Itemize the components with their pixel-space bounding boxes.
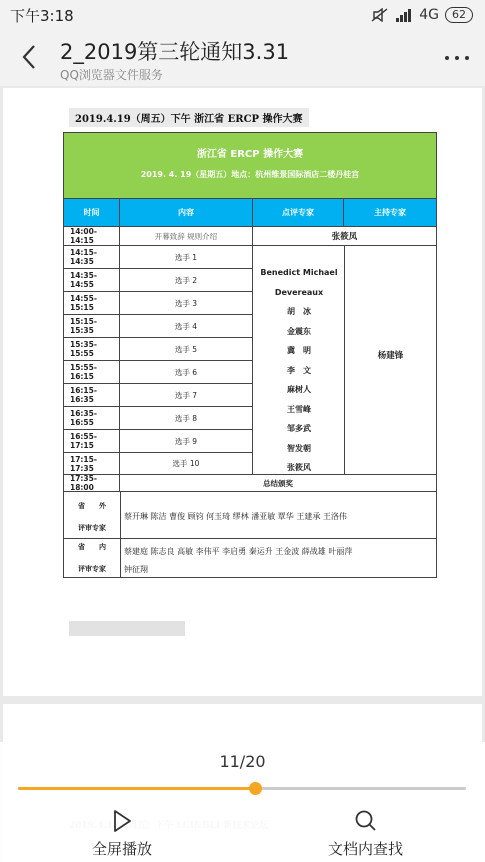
- signal-icon: [395, 8, 413, 22]
- find-label: 文档内查找: [328, 840, 404, 858]
- expert-label-line: 省 外: [78, 502, 106, 510]
- content-cell: 选手 10: [120, 453, 253, 475]
- closing-cell: 总结颁奖: [120, 475, 436, 492]
- document-page: [3, 88, 482, 696]
- time-cell: 15:35-15:55: [64, 338, 120, 361]
- expert-names-line: 蔡建庭 陈志良 高敏 李伟平 李启勇 秦运升 王金波 薛战雄 叶丽萍: [124, 547, 353, 556]
- page-heading: 2019.4.19（周五）下午 浙江省 ERCP 操作大赛: [69, 108, 309, 127]
- time-cell: 17:35-18:00: [64, 475, 120, 492]
- judge-name: 王雪峰: [287, 404, 311, 414]
- fullscreen-label: 全屏播放: [92, 840, 153, 858]
- table-subtitle: 2019. 4. 19（星期五）地点：杭州维景国际酒店二楼丹桂宫: [140, 170, 360, 179]
- time-cell: 14:55-15:15: [64, 292, 120, 315]
- judge-name: 李 文: [287, 365, 311, 375]
- play-icon: [109, 808, 135, 834]
- fullscreen-button[interactable]: [92, 808, 152, 859]
- inner-experts-names: [124, 543, 434, 579]
- page-slider[interactable]: [18, 787, 466, 790]
- status-icons: [371, 7, 473, 23]
- schedule-table: [63, 132, 437, 578]
- content-cell: 选手 6: [120, 361, 253, 384]
- outer-experts-names: 蔡开琳 陈洁 曹俊 顾钧 何玉琦 缪林 潘亚敏 覃华 王建承 王洛伟: [124, 512, 347, 521]
- time-cell: 16:15-16:35: [64, 384, 120, 407]
- back-arrow-icon: [21, 44, 37, 70]
- mute-icon: [371, 8, 389, 22]
- judge-name: 邹多武: [287, 424, 311, 433]
- content-cell: 选手 9: [120, 430, 253, 453]
- content-cell: 选手 3: [120, 292, 253, 315]
- time-cell: 14:35-14:55: [64, 269, 120, 292]
- network-label: 4G: [419, 7, 439, 23]
- time-cell: 16:35-16:55: [64, 407, 120, 430]
- more-button[interactable]: [445, 48, 469, 68]
- judge-name: 冀 明: [287, 346, 311, 355]
- page-subtitle: QQ浏览器文件服务: [60, 68, 163, 82]
- expert-label-line: 评审专家: [78, 565, 106, 573]
- column-header: 时间: [64, 199, 120, 227]
- judges-list: [254, 263, 344, 478]
- time-cell: 15:15-15:35: [64, 315, 120, 338]
- nav-bar: [0, 30, 485, 86]
- redacted-bar: [69, 621, 185, 636]
- content-cell: 选手 1: [120, 246, 253, 269]
- judge-name: Benedict Michael: [260, 268, 338, 277]
- status-time: 下午3:18: [10, 6, 74, 25]
- table-title: 浙江省 ERCP 操作大赛: [196, 149, 304, 160]
- more-dot-icon: [465, 56, 469, 60]
- column-header: 内容: [120, 199, 253, 227]
- judge-name: Devereaux: [274, 287, 324, 297]
- page-slider-thumb[interactable]: [249, 782, 262, 795]
- expert-names-line: 钟征翔: [124, 565, 148, 574]
- outer-experts-label: [64, 495, 120, 539]
- judge-name: 智发朝: [287, 443, 311, 453]
- opening-host-cell: 张筱凤: [253, 227, 436, 246]
- column-header: 主持专家: [344, 199, 436, 227]
- status-bar: [0, 0, 485, 30]
- content-cell: 选手 4: [120, 315, 253, 338]
- content-cell: 选手 2: [120, 269, 253, 292]
- judge-name: 麻树人: [287, 385, 311, 394]
- more-dot-icon: [445, 56, 449, 60]
- search-icon: [353, 808, 379, 834]
- judge-name: 金震东: [287, 326, 311, 336]
- battery-icon: 62: [445, 7, 473, 23]
- time-cell: 14:15-14:35: [64, 246, 120, 269]
- time-cell: 15:55-16:15: [64, 361, 120, 384]
- content-cell: 选手 7: [120, 384, 253, 407]
- expert-label-line: 省 内: [78, 543, 106, 551]
- expert-label-line: 评审专家: [78, 524, 106, 532]
- find-in-document-button[interactable]: [328, 808, 403, 859]
- inner-experts-label: [64, 536, 120, 580]
- content-cell: 选手 8: [120, 407, 253, 430]
- content-cell: 选手 5: [120, 338, 253, 361]
- time-cell: 16:55-17:15: [64, 430, 120, 453]
- back-button[interactable]: [14, 42, 44, 72]
- page-slider-fill: [18, 787, 255, 790]
- time-cell: 14:00-14:15: [64, 227, 120, 246]
- more-dot-icon: [455, 56, 459, 60]
- judge-name: 胡 冰: [287, 307, 311, 316]
- column-divider: [120, 492, 121, 578]
- content-cell: 开幕致辞 规则介绍: [120, 227, 253, 246]
- host-name: 杨建锋: [377, 351, 404, 361]
- column-header: 点评专家: [253, 199, 344, 227]
- time-cell: 17:15-17:35: [64, 453, 120, 475]
- bottom-panel: [0, 742, 485, 862]
- page-counter: 11/20: [219, 752, 266, 771]
- table-header-banner: [64, 133, 436, 199]
- judge-name: 张筱风: [287, 463, 311, 472]
- page-title: 2_2019第三轮通知3.31: [60, 40, 290, 64]
